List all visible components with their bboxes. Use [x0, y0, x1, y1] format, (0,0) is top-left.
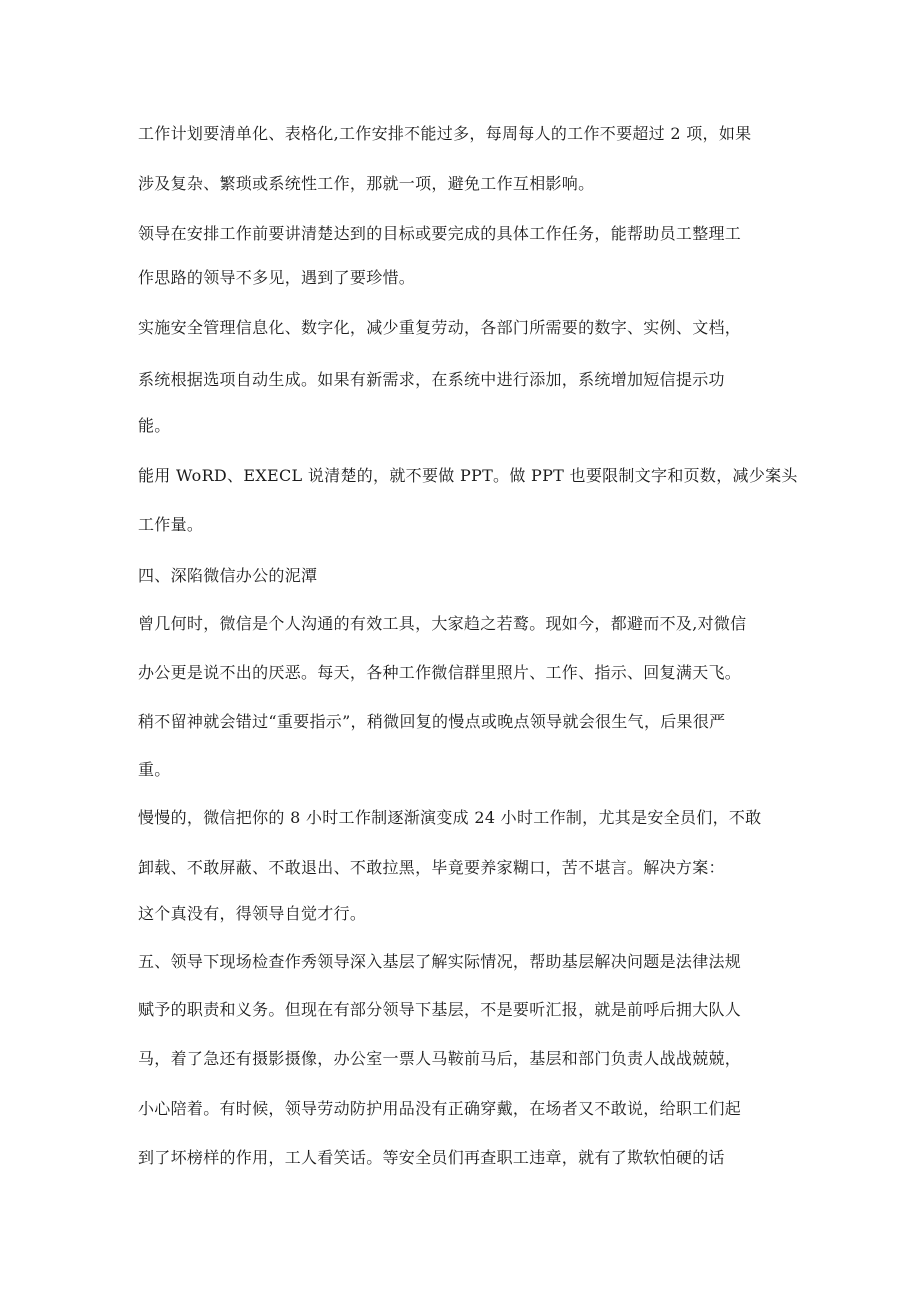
text-line: 稍不留神就会错过“重要指示”，稍微回复的慢点或晚点领导就会很生气，后果很严	[138, 712, 726, 731]
text-line: 领导在安排工作前要讲清楚达到的目标或要完成的具体工作任务，能帮助员工整理工	[138, 224, 742, 243]
section-heading: 五、领导下现场检查作秀领导深入基层了解实际情况，帮助基层解决问题是法律法规	[138, 952, 742, 971]
text-line: 实施安全管理信息化、数字化，减少重复劳动，各部门所需要的数字、实例、文档，	[138, 318, 742, 337]
text-line: 工作量。	[138, 515, 204, 534]
text-line: 马，着了急还有摄影摄像，办公室一票人马鞍前马后，基层和部门负责人战战兢兢，	[138, 1049, 742, 1068]
text-line: 重。	[138, 760, 171, 779]
text-line: 能用 WoRD、EXECL 说清楚的，就不要做 PPT。做 PPT 也要限制文字和页数，减少案头	[138, 466, 798, 485]
text-line: 涉及复杂、繁琐或系统性工作，那就一项，避免工作互相影响。	[138, 174, 595, 193]
text-line: 曾几何时，微信是个人沟通的有效工具，大家趋之若鹜。现如今，都避而不及,对微信	[138, 614, 747, 633]
text-line: 卸载、不敢屏蔽、不敢退出、不敢拉黑，毕竟要养家糊口，苦不堪言。解决方案：	[138, 858, 725, 877]
text-line: 作思路的领导不多见，遇到了要珍惜。	[138, 268, 416, 287]
text-line: 到了坏榜样的作用，工人看笑话。等安全员们再查职工违章，就有了欺软怕硬的话	[138, 1148, 725, 1167]
text-line: 系统根据选项自动生成。如果有新需求，在系统中进行添加，系统增加短信提示功	[138, 370, 725, 389]
text-line: 慢慢的，微信把你的 8 小时工作制逐渐演变成 24 小时工作制，尤其是安全员们，不敢	[138, 808, 762, 827]
text-line: 办公更是说不出的厌恶。每天，各种工作微信群里照片、工作、指示、回复满天飞。	[138, 663, 742, 682]
text-line: 这个真没有，得领导自觉才行。	[138, 904, 367, 923]
section-heading: 四、深陷微信办公的泥潭	[138, 566, 318, 585]
text-line: 小心陪着。有时候，领导劳动防护用品没有正确穿戴，在场者又不敢说，给职工们起	[138, 1099, 742, 1118]
text-line: 能。	[138, 416, 171, 435]
text-line: 赋予的职责和义务。但现在有部分领导下基层，不是要听汇报，就是前呼后拥大队人	[138, 1000, 742, 1019]
text-line: 工作计划要清单化、表格化,工作安排不能过多，每周每人的工作不要超过 2 项，如果	[138, 124, 752, 143]
